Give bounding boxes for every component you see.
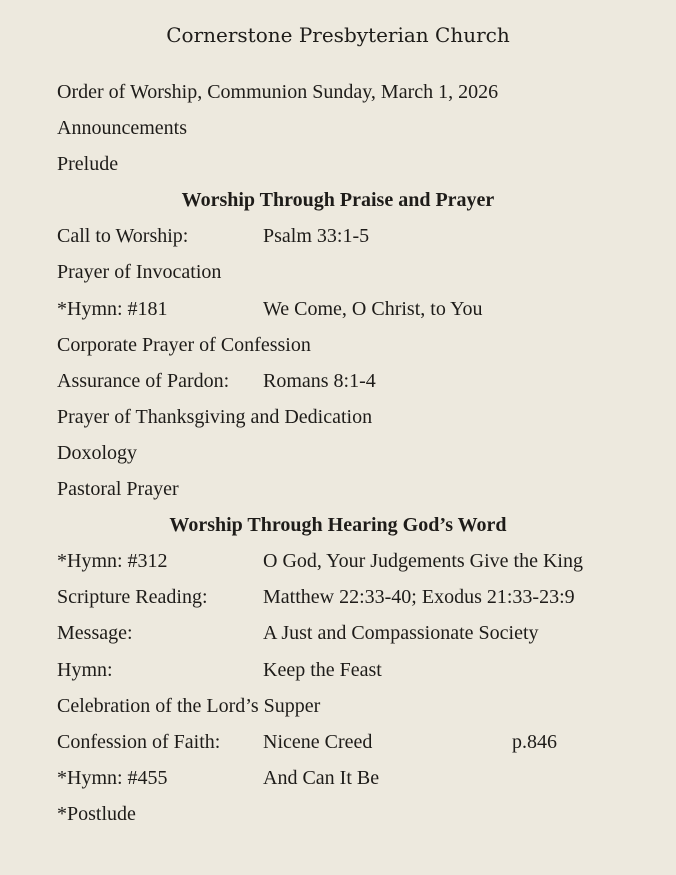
item-page-ref: p.846	[512, 730, 557, 753]
item-value: And Can It Be	[263, 766, 380, 789]
program-item	[57, 298, 620, 321]
item-label: Prelude	[57, 153, 119, 176]
item-label: Confession of Faith:	[57, 730, 221, 753]
program-item	[57, 225, 620, 248]
item-label: Assurance of Pardon:	[57, 369, 230, 392]
program-item	[57, 334, 620, 357]
program-item	[57, 803, 620, 826]
program-item	[57, 478, 620, 501]
program-item	[57, 81, 620, 104]
item-label: Doxology	[57, 441, 137, 464]
program-list	[57, 81, 620, 826]
program-item	[57, 117, 620, 140]
item-label: *Hymn: #455	[57, 766, 168, 789]
item-value: O God, Your Judgements Give the King	[263, 550, 583, 573]
item-label: Scripture Reading:	[57, 586, 208, 609]
program-item	[57, 550, 620, 573]
item-label: Pastoral Prayer	[57, 478, 179, 501]
item-label: Prayer of Invocation	[57, 261, 222, 284]
page-title: Cornerstone Presbyterian Church	[166, 23, 510, 47]
program-item	[57, 406, 620, 429]
program-item	[57, 442, 620, 465]
program-item	[57, 695, 620, 718]
program-item	[57, 622, 620, 645]
item-label: Order of Worship, Communion Sunday, March 1, 2026	[57, 81, 499, 103]
item-label: Corporate Prayer of Confession	[57, 333, 311, 356]
item-label: *Postlude	[57, 802, 136, 825]
item-value: We Come, O Christ, to You	[263, 297, 483, 320]
program-item	[57, 586, 620, 609]
section-heading	[0, 189, 676, 212]
item-value: Keep the Feast	[263, 658, 382, 681]
item-label: *Hymn: #181	[57, 297, 168, 320]
item-label: Worship Through Praise and Prayer	[181, 189, 495, 212]
program-item	[57, 261, 620, 284]
program-item	[57, 767, 620, 790]
item-label: Announcements	[57, 117, 187, 140]
program-item	[57, 731, 620, 754]
item-value: Matthew 22:33-40; Exodus 21:33-23:9	[263, 586, 575, 609]
item-value: Romans 8:1-4	[263, 369, 376, 392]
item-label: Worship Through Hearing God’s Word	[169, 514, 507, 537]
program-item	[57, 153, 620, 176]
item-value: A Just and Compassionate Society	[263, 622, 539, 645]
item-label: Message:	[57, 622, 133, 645]
section-heading	[0, 514, 676, 537]
program-item	[57, 659, 620, 682]
program-item	[57, 370, 620, 393]
item-value: Psalm 33:1-5	[263, 225, 370, 248]
item-label: Call to Worship:	[57, 225, 189, 248]
item-label: Hymn:	[57, 658, 113, 681]
item-label: *Hymn: #312	[57, 550, 168, 573]
item-value: Nicene Creed	[263, 730, 373, 753]
item-label: Celebration of the Lord’s Supper	[57, 694, 321, 717]
item-label: Prayer of Thanksgiving and Dedication	[57, 405, 373, 428]
